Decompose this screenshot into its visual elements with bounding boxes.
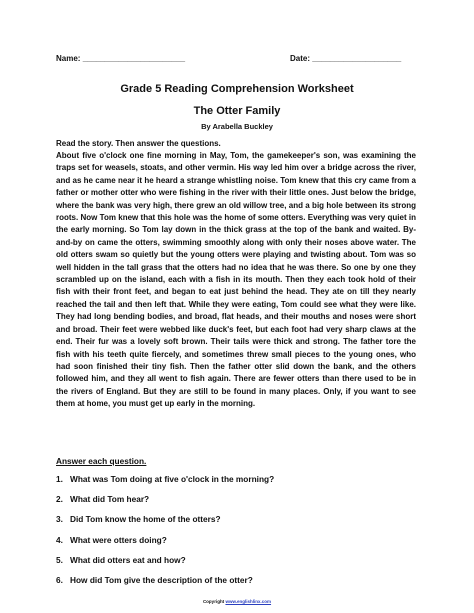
name-field[interactable]	[56, 54, 185, 63]
date-field[interactable]	[290, 54, 401, 63]
story-byline: By Arabella Buckley	[201, 122, 273, 131]
copyright-link[interactable]: www.englishlinx.com	[225, 599, 272, 604]
question-list	[56, 474, 416, 595]
question-text: What was Tom doing at five o'clock in the morning?	[70, 474, 275, 484]
copyright-footer	[0, 599, 474, 604]
question-number: 2.	[56, 494, 63, 505]
worksheet-title: Grade 5 Reading Comprehension Worksheet	[120, 83, 354, 95]
name-blank: _______________________	[82, 54, 186, 63]
copyright-label: Copyright	[202, 599, 225, 604]
question-item	[56, 575, 416, 595]
question-text: How did Tom give the description of the otter?	[70, 574, 253, 585]
question-number: 5.	[56, 554, 63, 565]
questions-heading: Answer each question.	[56, 456, 147, 466]
instructions: Read the story. Then answer the questions.	[56, 139, 221, 148]
date-label: Date:	[290, 54, 311, 63]
question-item	[56, 494, 416, 514]
story-text: About five o'clock one fine morning in May, Tom, the gamekeeper's son, was examining the traps set for weasels, stoats, and other vermin. His way led him over a bridge across the river, and as he came near it he heard a strange whistling noise. Tom knew that this cry came from a father or mother otter who were fishing in the river with their little ones. Just below the bridge, where the bank was very high, there grew an old willow tree, and a big hole between its strong roots. Now Tom knew that this hole was the home of some otters. Everything was very quiet in the early morning. So Tom lay down in the thick grass at the top of the bank and waited. By-and-by on came the otters, swimming smoothly along with only their noses above water. The old otters swam so quietly but the young otters were playing and twisting about. Tom was so well hidden in the tall grass that the otters had no idea that he was there. So one by one they scrambled up on the island, each with a fish in its mouth. Then they each took hold of their fish with their front feet, and began to eat just behind the head. They ate on till they nearly reached the tail and then left that. While they were eating, Tom could see what they were like. They had long bending bodies, and broad, flat heads, and their mouths and noses were short and broad. Their feet were webbed like duck's feet, but each foot had very sharp claws at the end. Their fur was a lovely soft brown. Their tails were thick and strong. The father tore the fish with his teeth quite fiercely, and sometimes threw small pieces to the young ones, who had soon finished their tiny fish. Then the father otter slid down the bank, and the others followed him, and they all went to fish again. There are fewer otters than there used to be in the rivers of England. But they are still to be found in many places. Only, if you want to see them at home, you must get up early in the morning.	[56, 151, 416, 409]
question-number: 6.	[56, 574, 63, 585]
story-title: The Otter Family	[193, 105, 281, 117]
question-item	[56, 474, 416, 494]
question-item	[56, 535, 416, 555]
question-item	[56, 514, 416, 534]
question-item	[56, 555, 416, 575]
question-text: What did Tom hear?	[70, 494, 150, 505]
question-text: What were otters doing?	[70, 534, 167, 545]
date-blank: ____________________	[312, 54, 402, 63]
question-text: What did otters eat and how?	[70, 554, 186, 565]
question-number: 4.	[56, 534, 63, 545]
question-text: Did Tom know the home of the otters?	[70, 514, 221, 525]
question-number: 1.	[56, 474, 63, 484]
question-number: 3.	[56, 514, 63, 525]
name-label: Name:	[56, 54, 81, 63]
